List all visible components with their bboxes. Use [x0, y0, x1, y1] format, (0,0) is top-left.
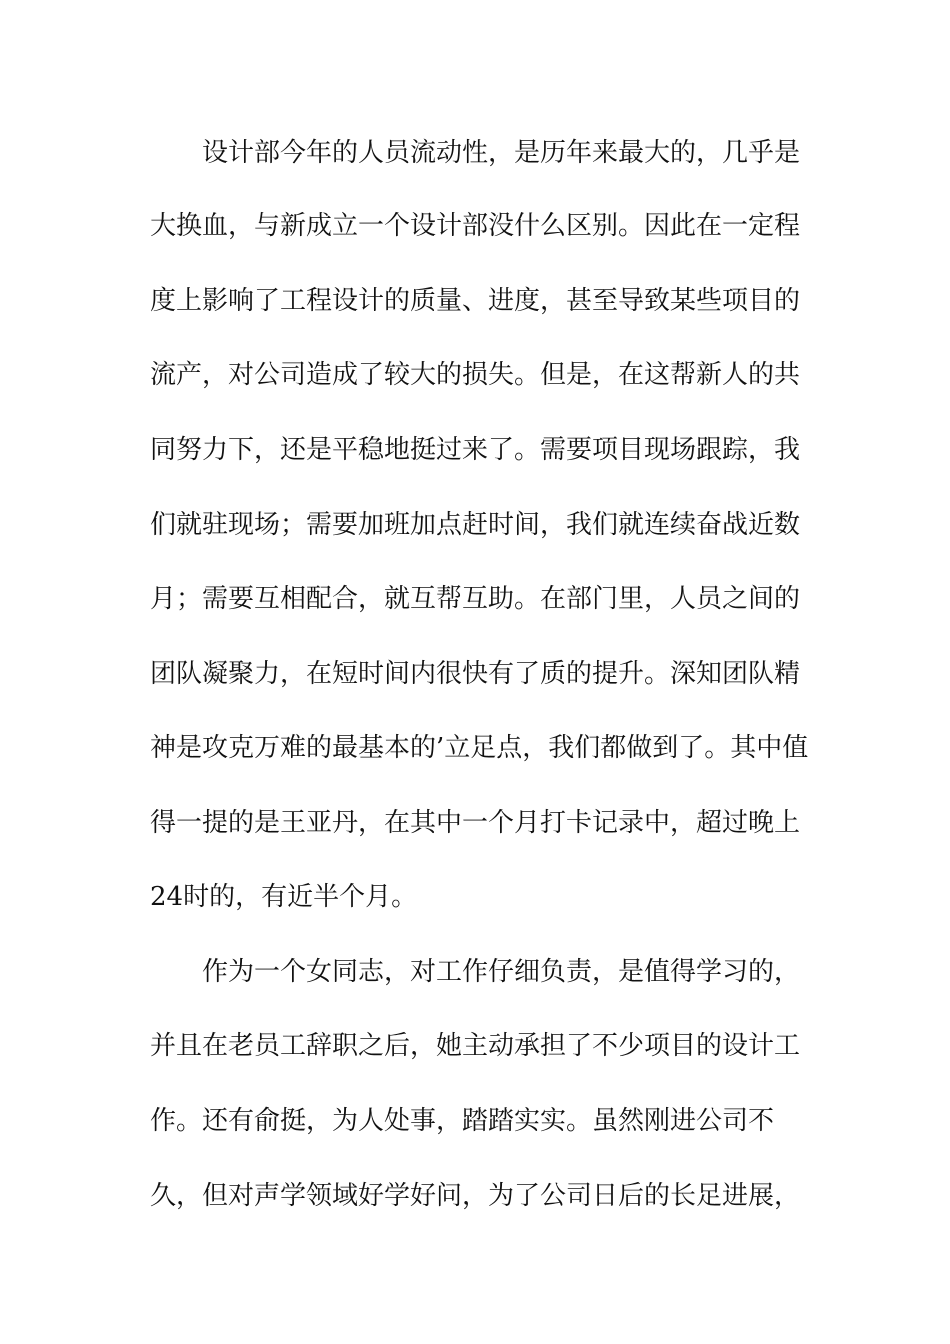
- text-line-10: 得一提的是王亚丹，在其中一个月打卡记录中，超过晚上: [150, 808, 801, 838]
- text-line-6: 们就驻现场；需要加班加点赶时间，我们就连续奋战近数: [150, 510, 801, 540]
- text-line-14: 作。还有俞挺，为人处事，踏踏实实。虽然刚进公司不: [150, 1106, 775, 1136]
- text-line-1: 设计部今年的人员流动性，是历年来最大的，几乎是: [202, 138, 801, 168]
- text-line-8: 团队凝聚力，在短时间内很快有了质的提升。深知团队精: [150, 659, 801, 689]
- text-line-9: 神是攻克万难的最基本的’立足点，我们都做到了。其中值: [150, 733, 809, 763]
- text-line-4: 流产，对公司造成了较大的损失。但是，在这帮新人的共: [150, 360, 801, 390]
- text-line-11: 24时的，有近半个月。: [150, 882, 418, 912]
- text-line-12: 作为一个女同志，对工作仔细负责，是值得学习的，: [202, 957, 801, 987]
- text-line-13: 并且在老员工辞职之后，她主动承担了不少项目的设计工: [150, 1031, 801, 1061]
- text-line-5: 同努力下，还是平稳地挺过来了。需要项目现场跟踪，我: [150, 435, 801, 465]
- text-line-3: 度上影响了工程设计的质量、进度，甚至导致某些项目的: [150, 286, 801, 316]
- text-line-7: 月；需要互相配合，就互帮互助。在部门里，人员之间的: [150, 584, 801, 614]
- text-line-2: 大换血，与新成立一个设计部没什么区别。因此在一定程: [150, 211, 801, 241]
- text-line-15: 久，但对声学领域好学好问，为了公司日后的长足进展，: [150, 1181, 801, 1211]
